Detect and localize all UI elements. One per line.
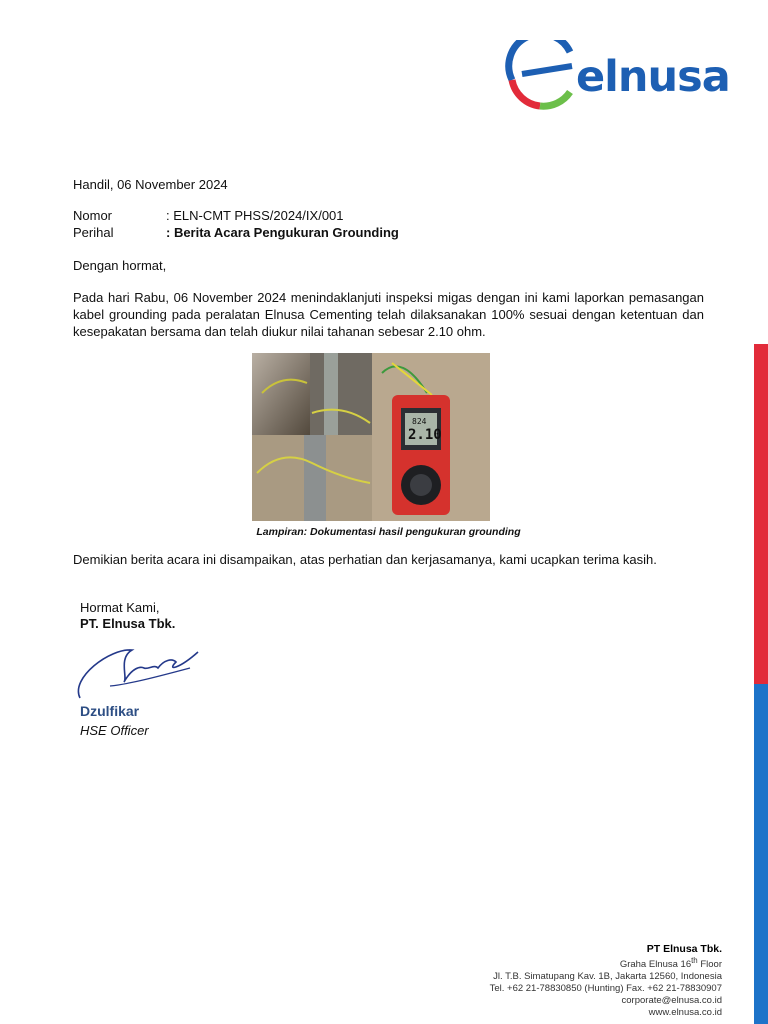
- side-accent-blue: [754, 684, 768, 1024]
- signer-name: Dzulfikar: [80, 703, 140, 719]
- side-accent-red: [754, 344, 768, 684]
- perihal-value: : Berita Acara Pengukuran Grounding: [166, 225, 399, 240]
- greeting: Dengan hormat,: [73, 258, 167, 273]
- signer-position: HSE Officer: [80, 723, 149, 738]
- footer-street: Jl. T.B. Simatupang Kav. 1B, Jakarta 12560, Indonesia: [493, 971, 722, 983]
- footer-building-line: [490, 955, 722, 971]
- closing-text: Demikian berita acara ini disampaikan, atas perhatian dan kerjasamanya, kami ucapkan terima kasih.: [73, 552, 657, 567]
- meter-reading-main: 2.10: [408, 427, 442, 443]
- footer-company: PT Elnusa Tbk.: [646, 943, 722, 955]
- footer-building-sup: th: [691, 956, 698, 965]
- nomor-label: Nomor: [73, 208, 113, 223]
- meter-reading-top: 824: [412, 417, 427, 426]
- letter-date: Handil, 06 November 2024: [73, 177, 228, 192]
- company-name: PT. Elnusa Tbk.: [80, 616, 176, 631]
- body-paragraph: Pada hari Rabu, 06 November 2024 menindaklanjuti inspeksi migas dengan ini kami laporkan pemasangan kabel grounding pada peralatan Elnusa Cementing telah dilaksanakan 100% sesuai dengan ketentuan dan kesepakatan bersama dan telah diukur nilai tahanan sebesar 2.10 ohm.: [73, 290, 704, 339]
- grounding-photo-collage: [252, 353, 490, 521]
- photo-caption: Lampiran: Dokumentasi hasil pengukuran grounding: [256, 526, 521, 538]
- signature-icon: [70, 638, 210, 704]
- footer-phone: Tel. +62 21-78830850 (Hunting) Fax. +62 21-78830907: [489, 983, 722, 995]
- footer-building: Graha Elnusa 16: [619, 959, 692, 971]
- footer-web[interactable]: www.elnusa.co.id: [648, 1007, 722, 1019]
- footer-building-tail: Floor: [697, 959, 722, 971]
- brand-name: elnusa: [576, 52, 730, 102]
- footer-email[interactable]: corporate@elnusa.co.id: [621, 995, 722, 1007]
- regards-text: Hormat Kami,: [80, 600, 160, 615]
- footer-address: [490, 943, 722, 1019]
- nomor-value: : ELN-CMT PHSS/2024/IX/001: [166, 208, 344, 223]
- perihal-label: Perihal: [73, 225, 114, 240]
